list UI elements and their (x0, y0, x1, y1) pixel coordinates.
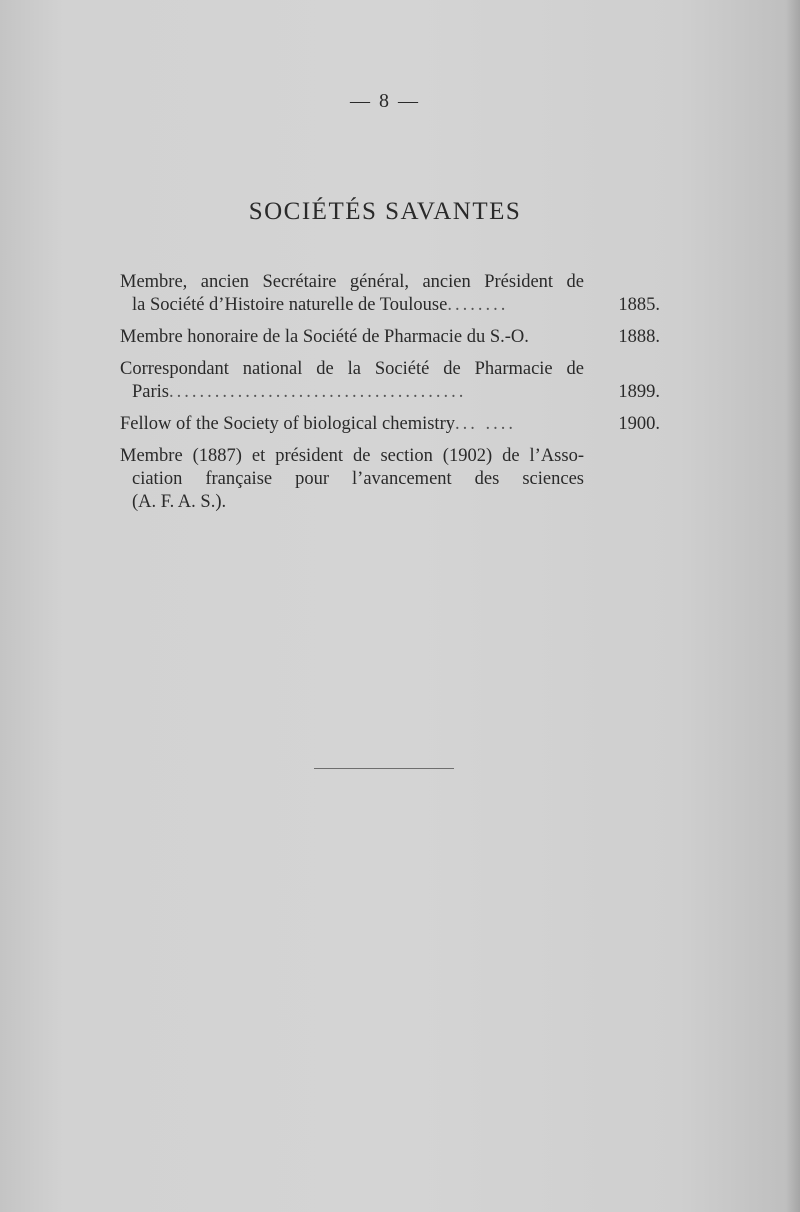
entry-year: 1888. (618, 327, 660, 347)
entry-text-line: ciation française pour l’avancement des sciences (132, 469, 584, 489)
dot-leader: ....................................... (169, 382, 467, 402)
closing-rule (314, 768, 454, 769)
societies-list (120, 271, 660, 523)
list-item (120, 358, 660, 404)
entry-text: Membre honoraire de la Société de Pharmacie du S.-O. (120, 327, 529, 347)
dot-leader: ........ (447, 295, 509, 315)
entry-year: 1900. (618, 414, 660, 434)
section-heading: SOCIÉTÉS SAVANTES (248, 198, 522, 225)
entry-text-line (120, 326, 660, 349)
entry-text: Paris (132, 382, 169, 402)
list-item (120, 445, 660, 514)
list-item (120, 326, 660, 349)
entry-text-line: Correspondant national de la Société de Pharmacie de (120, 359, 584, 379)
entry-text-line (120, 413, 660, 436)
page-edge-shadow (786, 0, 800, 1212)
entry-year: 1899. (618, 382, 660, 402)
entry-year: 1885. (618, 295, 660, 315)
entry-text-line: (A. F. A. S.). (132, 492, 227, 512)
entry-text: la Société d’Histoire naturelle de Toulouse (132, 295, 448, 315)
list-item (120, 413, 660, 436)
page-number: — 8 — (350, 90, 420, 112)
entry-text-line: Membre (1887) et président de section (1902) de l’Asso- (120, 446, 584, 466)
entry-text-line (120, 381, 660, 404)
list-item (120, 271, 660, 317)
entry-text-line: Membre, ancien Secrétaire général, ancien Président de (120, 272, 584, 292)
dot-leader: ... .... (455, 414, 516, 434)
entry-text: Fellow of the Society of biological chemistry (120, 414, 455, 434)
entry-text-line (120, 294, 660, 317)
